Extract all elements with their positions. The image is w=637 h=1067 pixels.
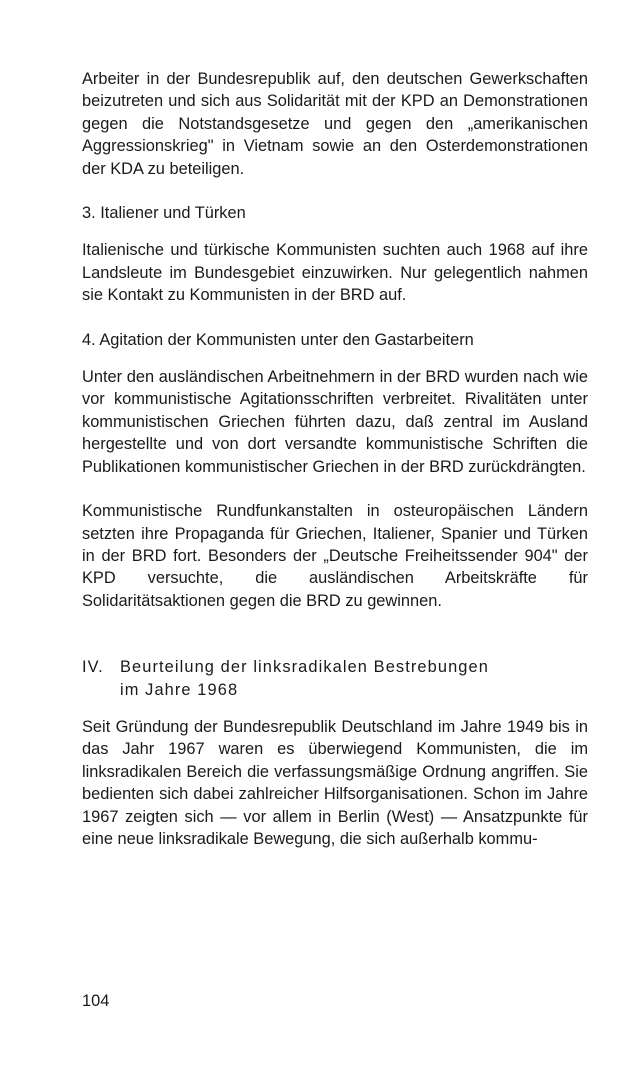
subheading-italiener-tuerken: 3. Italiener und Türken	[82, 204, 246, 223]
paragraph-agitation: Unter den ausländischen Arbeitnehmern in der BRD wurden nach wie vor kommunistische Agitationsschriften verbreitet. Rivalitäten unter kommunistischen Griechen führten dazu, daß zentral im Ausland hergestellte und von dort versandte kommunistische Schriften die Publikationen kommunistischer Griechen in der BRD zurückdrängten.	[82, 368, 588, 476]
chapter-heading	[82, 656, 588, 701]
paragraph-beurteilung: Seit Gründung der Bundesrepublik Deutschland im Jahre 1949 bis in das Jahr 1967 waren es überwiegend Kommunisten, die im linksradikalen Bereich die verfassungsmäßige Ordnung angriffen. Sie bedienten sich dabei zahlreicher Hilfsorganisationen. Schon im Jahre 1967 zeigten sich — vor allem in Berlin (West) — Ansatzpunkte für eine neue linksradikale Bewegung, die sich außerhalb kommu-	[82, 717, 588, 848]
chapter-number: IV.	[82, 658, 104, 677]
paragraph-italiener: Italienische und türkische Kommunisten suchten auch 1968 auf ihre Landsleute im Bundesgebiet einzuwirken. Nur gelegentlich nahmen sie Kontakt zu Kommunisten in der BRD auf.	[82, 241, 588, 305]
paragraph-rundfunk: Kommunistische Rundfunkanstalten in osteuropäischen Ländern setzten ihre Propaganda für Griechen, Italiener, Spanier und Türken in der BRD fort. Besonders der „Deutsche Freiheitssender 904" der KPD versuchte, die ausländischen Arbeitskräfte für Solidaritätsaktionen gegen die BRD zu gewinnen.	[82, 502, 588, 610]
page-body	[82, 68, 588, 850]
paragraph-continuation: Arbeiter in der Bundesrepublik auf, den deutschen Gewerkschaften beizutreten und sich aus Solidarität mit der KPD an Demonstrationen gegen die Notstandsgesetze und gegen den „amerikanischen Aggressionskrieg" in Vietnam sowie an den Osterdemonstrationen der KDA zu beteiligen.	[82, 70, 588, 178]
subheading-agitation: 4. Agitation der Kommunisten unter den Gastarbeitern	[82, 330, 474, 349]
chapter-title-line1: Beurteilung der linksradikalen Bestrebungen	[120, 658, 489, 677]
chapter-title-line2: im Jahre 1968	[120, 680, 239, 699]
page-number: 104	[82, 992, 110, 1010]
